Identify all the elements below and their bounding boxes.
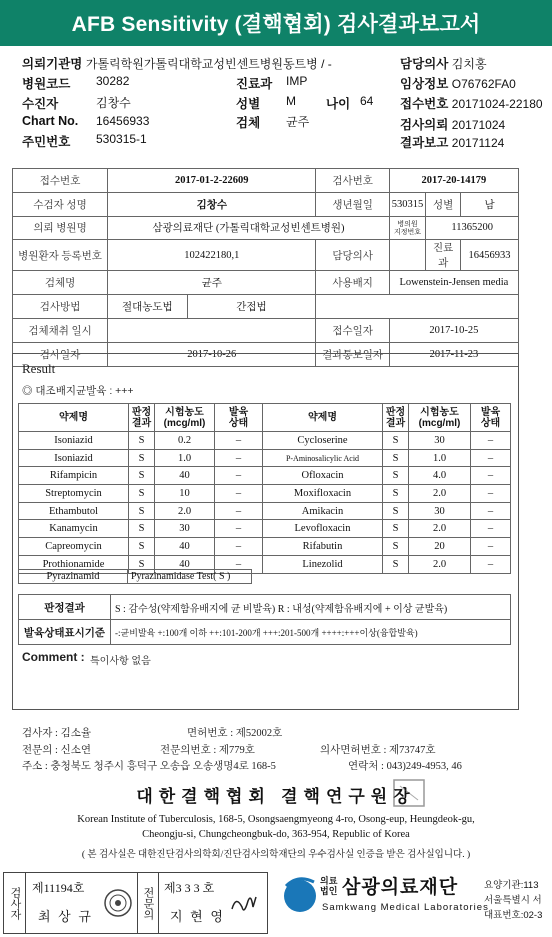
certification-note: ( 본 검사실은 대한진단검사의학회/진단검사의학재단의 우수검사실 인증을 받은 검사실입니다. )	[81, 850, 471, 860]
cell: 절대농도법	[108, 295, 187, 319]
drug-name: Amikacin	[263, 502, 383, 520]
cell: 결과통보일자	[316, 342, 389, 366]
drug-growth: –	[215, 520, 263, 538]
code-row: 병원코드	[22, 77, 71, 91]
drug-concentration: 40	[155, 467, 215, 485]
header-cell: 판정 결과	[129, 404, 155, 432]
specialist-number: 제3 3 3 호	[164, 881, 215, 895]
drug-row	[19, 467, 511, 485]
age-label: 나이	[326, 97, 351, 111]
drug-row	[19, 520, 511, 538]
cell: 530315	[389, 192, 426, 216]
cell: 담당의사	[316, 240, 389, 271]
header-cell: 발육 상태	[215, 404, 263, 432]
drug-name: Moxifloxacin	[263, 485, 383, 503]
cell: 삼광의료재단 (가톨릭대학교성빈센트병원)	[108, 216, 390, 240]
table-row	[13, 169, 519, 193]
drug-result: S	[129, 485, 155, 503]
collector-value: 김창수	[96, 96, 131, 110]
signature-icon	[226, 887, 264, 923]
samkwang-logo-icon	[280, 872, 320, 916]
cell: 김창수	[108, 192, 316, 216]
specimen-value: 균주	[286, 115, 310, 129]
drug-name: Cycloserine	[263, 432, 383, 450]
jumin-value: 530315-1	[96, 132, 147, 146]
cell: 검사방법	[13, 295, 108, 319]
table-row	[13, 271, 519, 295]
rep-number: 대표번호:02-3	[484, 910, 543, 921]
doctor-row: 담당의사 김치홍	[400, 57, 487, 71]
drug-name: Ofloxacin	[263, 467, 383, 485]
drug-concentration: 30	[409, 432, 471, 450]
cell: 균주	[108, 271, 316, 295]
foundation-english: Samkwang Medical Laboratories	[322, 902, 489, 913]
table-header	[19, 404, 511, 432]
cell: 간접법	[187, 295, 316, 319]
drug-name: Ethambutol	[19, 502, 129, 520]
tester-caption: 검사자	[4, 873, 26, 933]
hospital-row: 의뢰기관명 가톨릭학원가톨릭대학교성빈센트병원동트병 / -	[22, 57, 332, 71]
pza-test: Pyrazinamidase Test( S )	[127, 569, 252, 584]
cell: 2017-10-26	[108, 342, 316, 366]
drug-concentration: 2.0	[409, 485, 471, 503]
cell: 검체채취 일시	[13, 318, 108, 342]
chart-label: Chart No.	[22, 114, 79, 128]
cell: 접수번호	[13, 169, 108, 193]
address-line-1: Korean Institute of Tuberculosis, 168-5, Osongsaengmyeong 4-ro, Osong-eup, Heungdeok-gu,	[77, 814, 475, 825]
specialist-caption: 전문의	[137, 873, 159, 933]
age-value: 64	[360, 94, 374, 108]
header-cell: 약제명	[19, 404, 129, 432]
drug-row	[19, 538, 511, 556]
drug-growth: –	[471, 485, 511, 503]
report-row: 결과보고 20171124	[400, 136, 505, 150]
seal-stamp-icon	[392, 778, 428, 808]
drug-name: Streptomycin	[19, 485, 129, 503]
drug-name: Isoniazid	[19, 449, 129, 467]
sex-label: 성별	[236, 97, 261, 111]
drug-growth: –	[215, 502, 263, 520]
collector-label: 수진자	[22, 97, 59, 111]
cell: 2017-20-14179	[389, 169, 518, 193]
drug-concentration: 2.0	[409, 555, 471, 573]
drug-result: S	[129, 467, 155, 485]
drug-result: S	[383, 555, 409, 573]
cell: 남	[461, 192, 519, 216]
table-row	[19, 620, 511, 645]
drug-concentration: 1.0	[155, 449, 215, 467]
cell: 진료과	[426, 240, 461, 271]
cell: 2017-10-25	[389, 318, 518, 342]
drug-row	[19, 502, 511, 520]
drug-growth: –	[471, 538, 511, 556]
drug-growth: –	[471, 467, 511, 485]
foundation-type: 의료 법인	[320, 876, 338, 896]
drug-result: S	[383, 449, 409, 467]
drug-row	[19, 432, 511, 450]
tester-license: 면허번호 : 제52002호	[187, 728, 283, 739]
drug-name: Capreomycin	[19, 538, 129, 556]
cell	[316, 295, 519, 319]
drug-name: Isoniazid	[19, 432, 129, 450]
drug-result: S	[129, 555, 155, 573]
drug-table	[18, 403, 511, 574]
doctor-license: 의사면허번호 : 제73747호	[320, 745, 436, 756]
signature-box	[3, 872, 268, 934]
drug-result: S	[383, 485, 409, 503]
judgement-table	[18, 594, 511, 645]
drug-concentration: 10	[155, 485, 215, 503]
drug-growth: –	[471, 520, 511, 538]
cell: 2017-11-23	[389, 342, 518, 366]
dept-value: IMP	[286, 74, 308, 88]
colony-growth: ◎ 대조배지균발육 : +++	[22, 385, 134, 397]
drug-growth: –	[215, 555, 263, 573]
cell: 성별	[426, 192, 461, 216]
cell: Lowenstein-Jensen media	[389, 271, 518, 295]
cell: 검체명	[13, 271, 108, 295]
cell: 16456933	[461, 240, 519, 271]
cell: 생년월일	[316, 192, 389, 216]
drug-concentration: 2.0	[409, 520, 471, 538]
clinical-row: 임상정보 O76762FA0	[400, 77, 516, 91]
tester-name: 최 상 규	[38, 909, 93, 924]
cell: 사용배지	[316, 271, 389, 295]
drug-growth: –	[471, 555, 511, 573]
table-row	[13, 192, 519, 216]
drug-concentration: 40	[155, 555, 215, 573]
request-row: 검사의뢰 20171024	[400, 118, 506, 132]
tester-number: 제11194호	[32, 881, 85, 895]
cell	[389, 240, 426, 271]
drug-concentration: 2.0	[155, 502, 215, 520]
sml-label: SML	[289, 911, 306, 920]
cell: 병원환자 등록번호	[13, 240, 108, 271]
drug-growth: –	[471, 502, 511, 520]
cell: 검사번호	[316, 169, 389, 193]
drug-name: Rifampicin	[19, 467, 129, 485]
drug-growth: –	[215, 538, 263, 556]
header-cell: 시험농도 (mcg/ml)	[155, 404, 215, 432]
cell: 11365200	[426, 216, 519, 240]
chart-value: 16456933	[96, 114, 150, 128]
cell: 접수일자	[316, 318, 389, 342]
report-title: AFB Sensitivity (결핵협회) 검사결과보고서	[0, 0, 552, 46]
drug-result: S	[129, 502, 155, 520]
header-cell: 시험농도 (mcg/ml)	[409, 404, 471, 432]
specimen-label: 검체	[236, 116, 261, 130]
drug-growth: –	[471, 432, 511, 450]
dept-label: 진료과	[236, 77, 273, 91]
drug-name: Rifabutin	[263, 538, 383, 556]
personal-seal-icon	[102, 887, 134, 919]
cell: -:균비발육 +:100개 이하 ++:101-200개 +++:201-500개 ++++:+++이상(융합발육)	[111, 620, 511, 645]
code-value: 30282	[96, 74, 130, 88]
cell: 병의원 지정번호	[389, 216, 426, 240]
drug-growth: –	[215, 432, 263, 450]
cell: S : 감수성(약제함유배지에 균 비발육) R : 내성(약제함유배지에 + 이상 균발육)	[111, 595, 511, 620]
contact: 연락처 : 043)249-4953, 46	[348, 761, 462, 772]
drug-concentration: 0.2	[155, 432, 215, 450]
drug-result: S	[129, 432, 155, 450]
comment-text: 특이사항 없음	[90, 656, 151, 667]
header-cell: 판정 결과	[383, 404, 409, 432]
sex-value: M	[286, 94, 296, 108]
address: 주소 : 충청북도 청주시 흥덕구 오송읍 오송생명4로 168-5	[22, 761, 276, 772]
drug-growth: –	[215, 485, 263, 503]
cell: 수검자 성명	[13, 192, 108, 216]
association-name: 대한결핵협회 결핵연구원장	[136, 787, 416, 806]
table-row	[13, 240, 519, 271]
header-cell: 발육 상태	[471, 404, 511, 432]
drug-result: S	[383, 432, 409, 450]
drug-growth: –	[471, 449, 511, 467]
cell: 발육상태표시기준	[19, 620, 111, 645]
drug-row	[19, 449, 511, 467]
table-row	[13, 295, 519, 319]
tester: 검사자 : 김소율	[22, 728, 92, 739]
result-title: Result	[22, 361, 56, 376]
address-line-2: Cheongju-si, Chungcheongbuk-do, 363-954, Republic of Korea	[142, 829, 410, 840]
drug-concentration: 1.0	[409, 449, 471, 467]
cell: 판정결과	[19, 595, 111, 620]
drug-concentration: 30	[155, 520, 215, 538]
jumin-label: 주민번호	[22, 135, 71, 149]
specialist-no: 전문의번호 : 제779호	[160, 745, 255, 756]
drug-growth: –	[215, 449, 263, 467]
drug-name: Prothionamide	[19, 555, 129, 573]
cell: 검사일자	[13, 342, 108, 366]
drug-result: S	[129, 449, 155, 467]
table-row	[19, 595, 511, 620]
pza-name: Pyrazinamid	[18, 569, 128, 584]
drug-name: Kanamycin	[19, 520, 129, 538]
drug-result: S	[383, 520, 409, 538]
cell: 102422180,1	[108, 240, 316, 271]
drug-result: S	[383, 502, 409, 520]
drug-result: S	[129, 538, 155, 556]
cell: 의뢰 병원명	[13, 216, 108, 240]
drug-concentration: 40	[155, 538, 215, 556]
drug-result: S	[129, 520, 155, 538]
header-cell: 약제명	[263, 404, 383, 432]
drug-result: S	[383, 538, 409, 556]
drug-concentration: 30	[409, 502, 471, 520]
drug-name: Linezolid	[263, 555, 383, 573]
institution-no: 요양기관:113	[484, 880, 539, 891]
table-row	[13, 318, 519, 342]
drug-result: S	[383, 467, 409, 485]
drug-growth: –	[215, 467, 263, 485]
drug-name: Levofloxacin	[263, 520, 383, 538]
drug-concentration: 20	[409, 538, 471, 556]
drug-name: P-Aminosalicylic Acid	[263, 449, 383, 467]
cell	[108, 318, 316, 342]
drug-concentration: 4.0	[409, 467, 471, 485]
address-short: 서울특별시 서	[484, 895, 542, 906]
foundation-name: 삼광의료재단	[342, 877, 459, 898]
reception-table	[12, 168, 519, 367]
comment-label: Comment :	[22, 650, 85, 664]
drug-row	[19, 485, 511, 503]
receipt-row: 접수번호 20171024-22180	[400, 97, 543, 111]
cell: 2017-01-2-22609	[108, 169, 316, 193]
specialist-name: 지 현 영	[170, 909, 225, 924]
specialist: 전문의 : 신소연	[22, 745, 92, 756]
table-row	[13, 216, 519, 240]
